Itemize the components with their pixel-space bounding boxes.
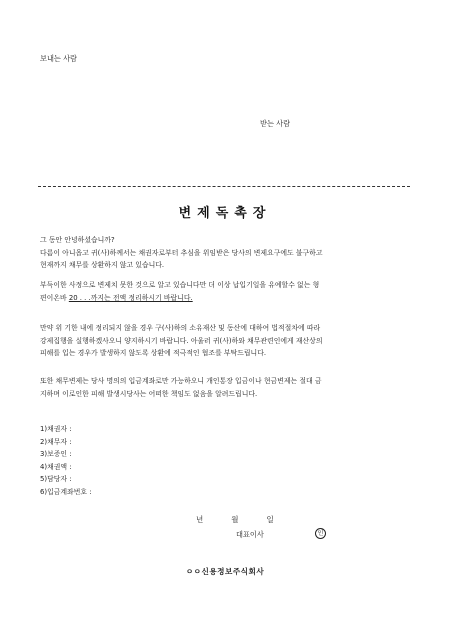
deadline-prefix: 편이온바 [40,293,69,302]
paragraph-line: 그 동안 안녕하셨습니까? [40,236,115,244]
date-year: 년 [196,515,204,524]
paragraph-enforcement [40,322,412,360]
paragraph-line: 강제집행을 실행하겠사오니 양지하시기 바랍니다. 아울러 귀(사)하와 채무관련인에게 재산상의 [40,336,323,345]
dashed-divider [38,186,410,187]
paragraph-line [40,292,412,305]
document-title: 변제독촉장 [178,206,272,221]
paragraph-line: 또한 채무변제는 당사 명의의 입금계좌로만 가능하오니 개인통장 입금이나 현금변제는 절대 금 [40,377,322,385]
company-name: ㅇㅇ신용정보주식회사 [185,567,265,576]
date-month: 월 [231,515,239,524]
field-claim-amount: 4)채권액 : [40,462,72,471]
field-debtor: 2)채무자 : [40,437,72,446]
paragraph-line: 부득이한 사정으로 변제치 못한 것으로 알고 있습니다만 더 이상 납입기일을 유예할수 없는 형 [40,281,320,289]
date-day: 일 [266,515,274,524]
date-row [196,514,274,525]
representative-label: 대표이사 [236,530,264,539]
field-contact-person: 5)담당자 : [40,475,72,483]
paragraph-line: 만약 위 기한 내에 정리되지 않을 경우 구(사)하의 소유재산 및 동산에 대하여 법적절차에 따라 [40,324,321,332]
field-creditor: 1)채권자 : [40,425,72,433]
receiver-label: 받는 사람 [260,119,291,128]
paragraph-payment-notice [40,375,412,400]
paragraph-line: 피해를 입는 경우가 발생하지 않도록 상환에 적극적인 협조를 부탁드립니다. [40,349,267,357]
paragraph-line: 현재까지 채무를 상환하지 않고 있습니다. [40,261,165,269]
paragraph-deadline [40,279,412,304]
paragraph-greeting [40,234,412,272]
sender-label: 보내는 사람 [40,54,78,63]
paragraph-line: 다름이 아니옵고 귀(사)하께서는 채권자로부터 추심을 위임받은 당사의 변제요구에도 불구하고 [40,248,323,257]
seal-mark: 인 [315,528,326,539]
paragraph-line: 지하며 이로인한 피해 발생시당사는 어떠한 책임도 없음을 알려드립니다. [40,389,258,398]
deadline-underlined: 20 . . .까지는 전액 정리하시기 바랍니다. [68,293,193,302]
field-guarantor: 3)보증인 : [40,450,72,458]
field-deposit-account: 6)입금계좌번호 : [40,487,92,496]
fields-list [40,423,92,498]
